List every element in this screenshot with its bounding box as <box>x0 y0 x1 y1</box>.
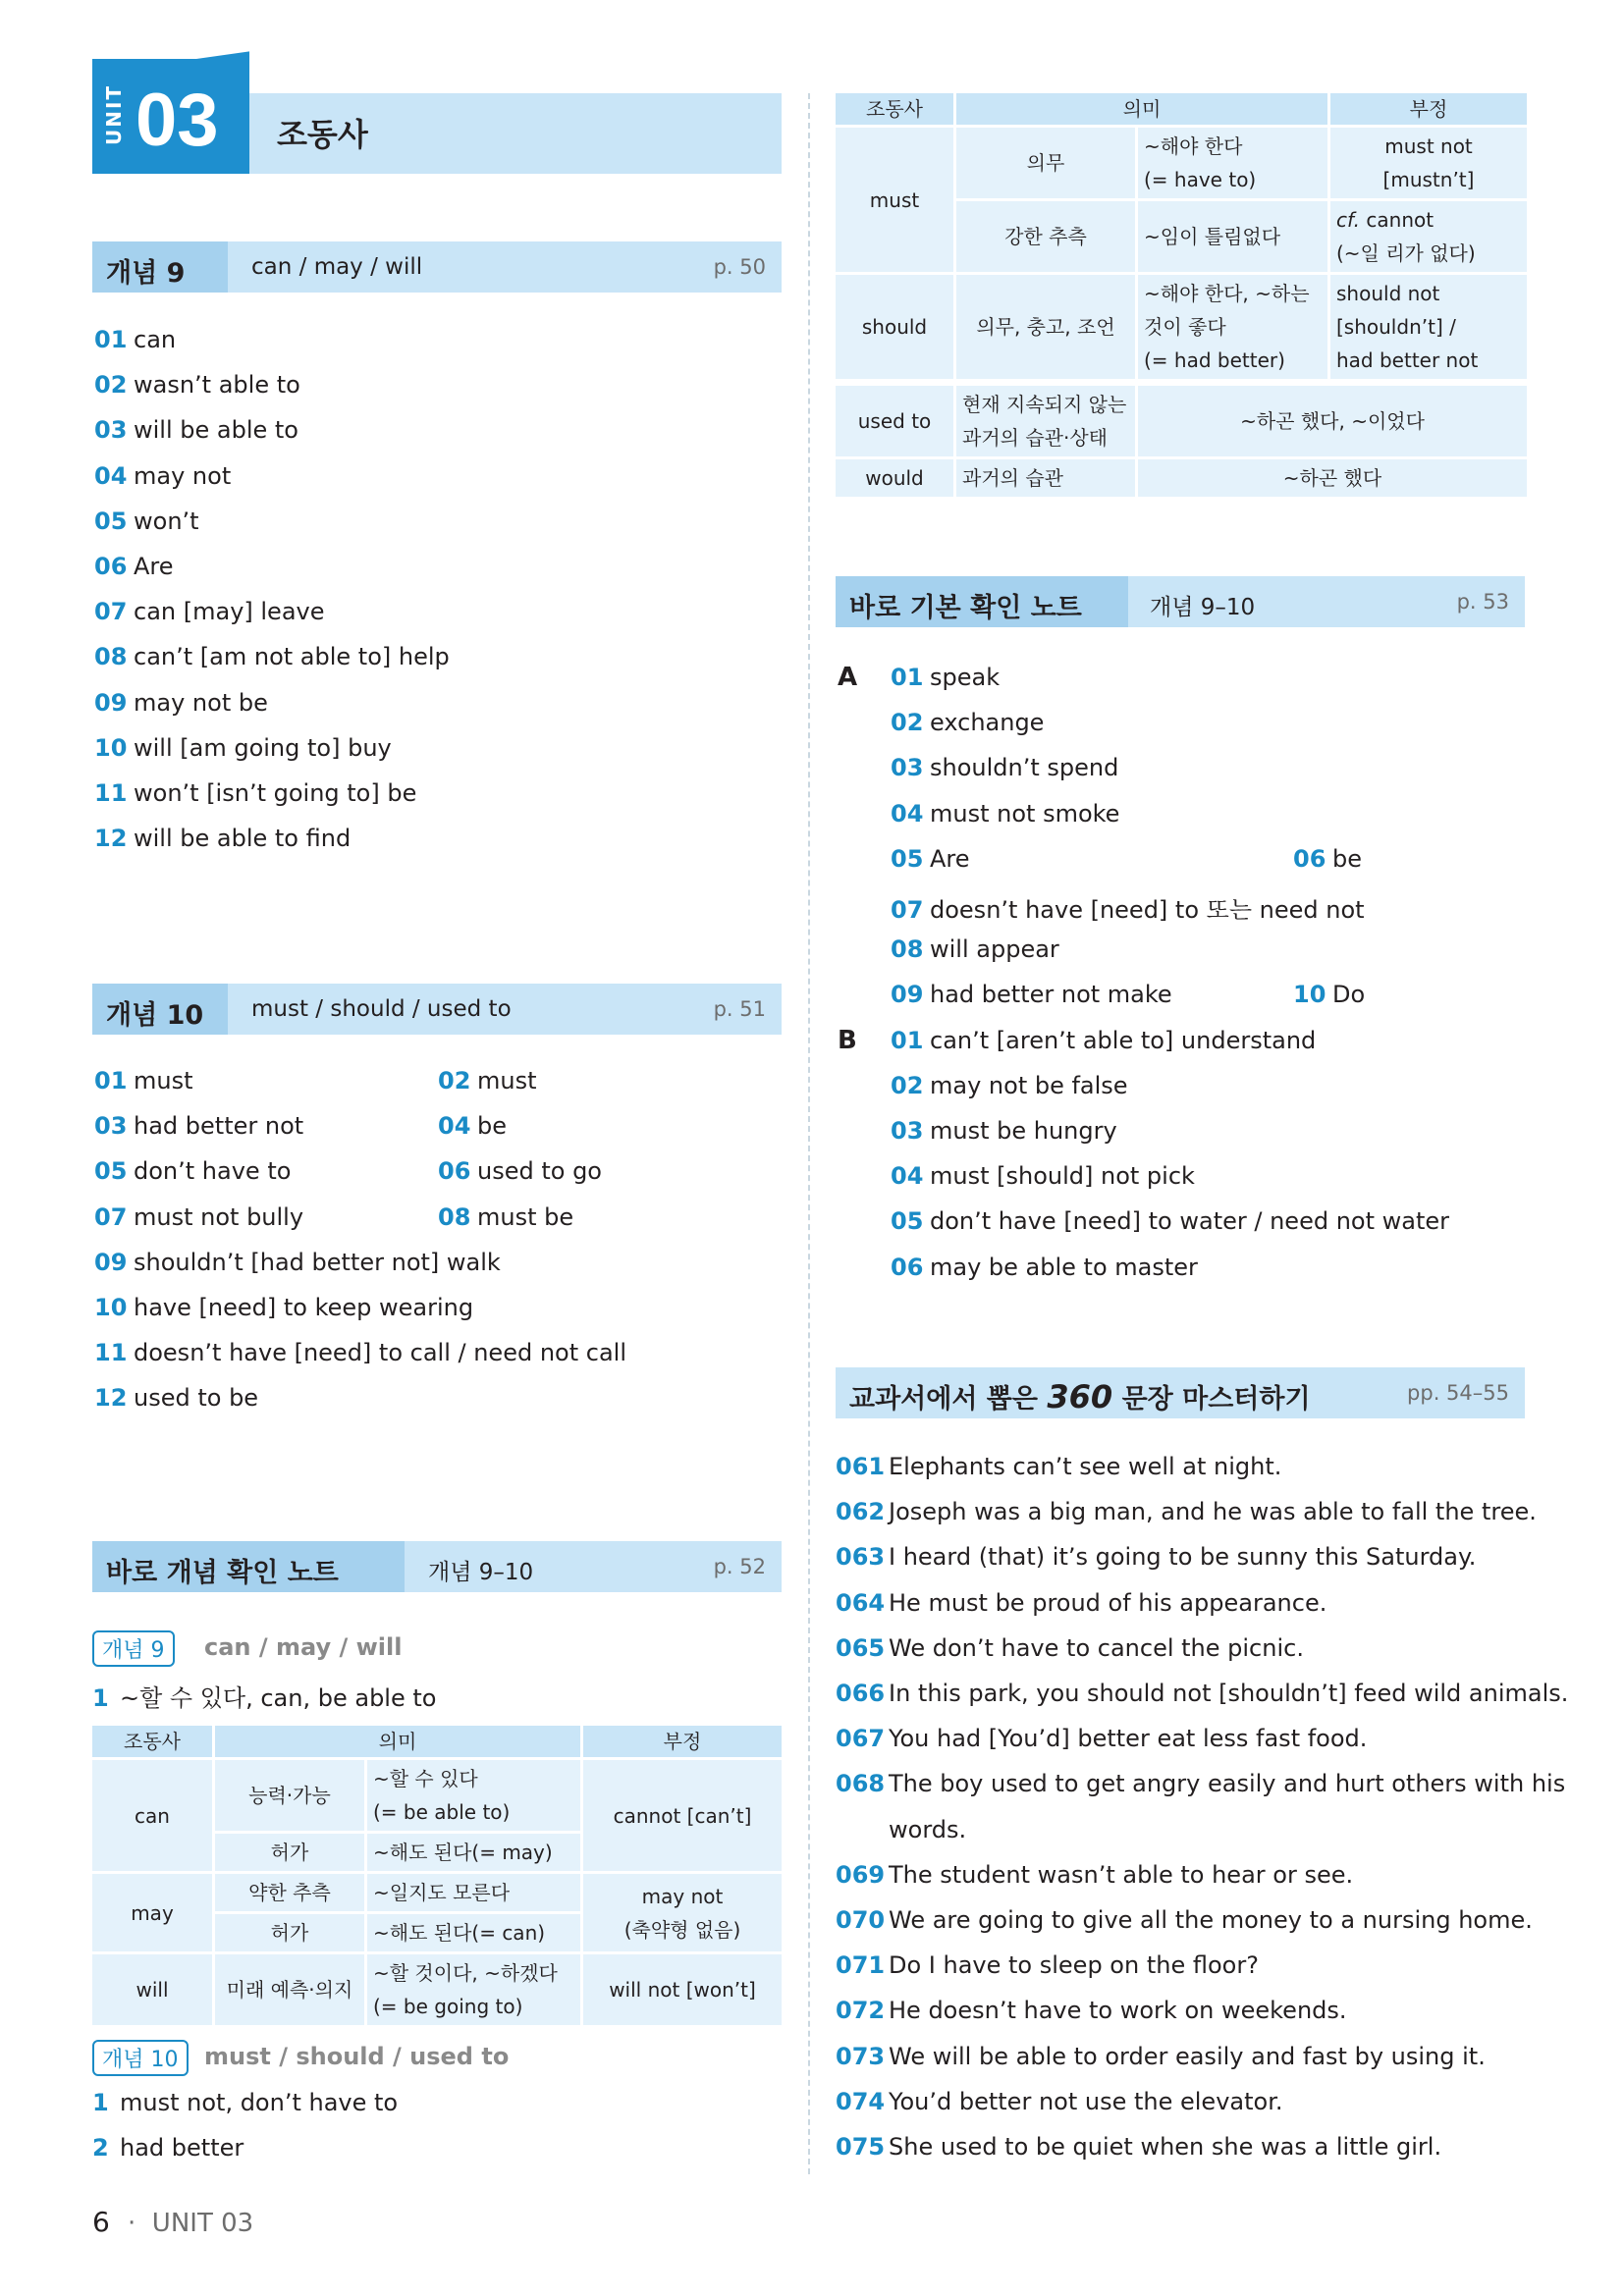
item-text: shouldn’t spend <box>930 754 1119 782</box>
answer-item <box>94 371 300 399</box>
item-text: must <box>134 1067 193 1095</box>
item-number: 09 <box>891 981 924 1009</box>
answer-item <box>94 1203 303 1231</box>
item-number: 04 <box>891 1162 924 1191</box>
item-text: must <box>477 1067 537 1095</box>
table-cell: 의무 <box>956 128 1135 198</box>
table-cell: 의무, 충고, 조언 <box>956 275 1135 379</box>
item-text: may not <box>134 461 232 490</box>
item-number: 09 <box>94 1248 128 1276</box>
answer-item <box>94 643 450 670</box>
answer-item <box>1293 981 1365 1008</box>
answer-item <box>891 1117 1117 1145</box>
section-header-concept-9 <box>92 241 782 293</box>
table-cell: 허가 <box>215 1914 364 1951</box>
answer-item <box>836 1816 966 1843</box>
section-title: 개념 10 <box>106 1000 204 1031</box>
table-cell: should not [shouldn’t] / had better not <box>1330 275 1527 379</box>
item-number: 11 <box>94 779 128 807</box>
item-text: Elephants can’t see well at night. <box>889 1453 1282 1480</box>
table-header: 부정 <box>1330 93 1527 125</box>
answer-item <box>94 1067 193 1095</box>
table-cell: 강한 추측 <box>956 201 1135 272</box>
answer-item <box>836 1861 1353 1889</box>
answer-item <box>94 1294 473 1321</box>
item-text: You’d better not use the elevator. <box>889 2087 1283 2115</box>
section-subtitle: 개념 9–10 <box>428 1560 534 1585</box>
item-number: 07 <box>94 1202 128 1231</box>
item-number: 08 <box>94 643 128 671</box>
answer-item <box>438 1157 602 1185</box>
item-text: don’t have [need] to water / need not water <box>930 1207 1450 1236</box>
item-number: 09 <box>94 688 128 717</box>
grammar-table-can-may-will <box>89 1723 785 2028</box>
section-title: 바로 기본 확인 노트 <box>849 593 1082 623</box>
item-text: You had [You’d] better eat less fast food. <box>889 1725 1368 1753</box>
item-text: ~할 수 있다, can, be able to <box>120 1684 437 1712</box>
answer-item <box>836 1725 1367 1752</box>
item-number: 071 <box>836 1951 886 1980</box>
item-text: doesn’t have [need] to call / need not call <box>134 1339 626 1367</box>
answer-item <box>836 1543 1476 1571</box>
item-text: had better <box>120 2134 244 2162</box>
item-text: exchange <box>930 709 1045 737</box>
section-subtitle: 개념 9–10 <box>1150 595 1256 620</box>
answer-item <box>94 689 268 717</box>
item-text: I heard (that) it’s going to be sunny this Saturday. <box>889 1543 1477 1572</box>
table-cell: ~해야 한다, ~하는 것이 좋다 (= had better) <box>1138 275 1327 379</box>
item-number: 04 <box>94 461 128 490</box>
answer-item <box>891 1207 1449 1235</box>
table-cell: will not [won’t] <box>583 1954 782 2025</box>
answer-item <box>891 981 1172 1008</box>
item-number: 02 <box>891 709 924 737</box>
item-number: 04 <box>438 1112 471 1141</box>
answer-item <box>94 1157 291 1185</box>
part-letter-a: A <box>838 663 858 692</box>
item-number: 064 <box>836 1588 886 1617</box>
answer-item <box>94 507 199 535</box>
answer-item <box>836 1770 1565 1797</box>
answer-item <box>836 2043 1486 2070</box>
table-cell: should <box>836 275 953 379</box>
item-number: 12 <box>94 1384 128 1413</box>
answer-item <box>94 462 231 490</box>
item-text: shouldn’t [had better not] walk <box>134 1248 501 1276</box>
section-header-basic-check <box>836 576 1525 627</box>
item-number: 07 <box>94 598 128 626</box>
item-text: can’t [aren’t able to] understand <box>930 1026 1317 1054</box>
table-cell: ~하곤 했다, ~이었다 <box>1138 386 1527 456</box>
table-cell: would <box>836 459 953 497</box>
item-text: We will be able to order easily and fast by using it. <box>889 2042 1486 2070</box>
item-number: 061 <box>836 1453 886 1480</box>
note-line <box>92 2089 398 2116</box>
answer-item <box>94 553 174 580</box>
answer-item <box>94 1249 501 1276</box>
item-text: may not be <box>134 688 268 717</box>
column-divider <box>808 93 810 2174</box>
item-text: will be able to <box>134 416 298 445</box>
item-text: be <box>477 1112 507 1141</box>
item-number: 03 <box>891 754 924 782</box>
item-text: will [am going to] buy <box>134 733 392 762</box>
section-header-concept-10 <box>92 984 782 1035</box>
item-number: 06 <box>1293 844 1326 873</box>
table-header: 조동사 <box>92 1726 212 1757</box>
table-cell: may not (축약형 없음) <box>583 1874 782 1951</box>
table-cell: must not [mustn’t] <box>1330 128 1527 198</box>
item-number: 12 <box>94 825 128 853</box>
item-number: 10 <box>1293 981 1326 1009</box>
item-text: must not bully <box>134 1202 304 1231</box>
answer-item <box>836 1997 1347 2024</box>
answer-item <box>836 1680 1568 1707</box>
item-number: 03 <box>94 416 128 445</box>
item-text: Are <box>930 844 970 873</box>
table-cell: ~일지도 모른다 <box>367 1874 580 1911</box>
item-text: may be able to master <box>930 1253 1198 1281</box>
item-number: 04 <box>891 799 924 828</box>
item-text: used to go <box>477 1157 602 1186</box>
item-text: He must be proud of his appearance. <box>889 1588 1327 1617</box>
answer-item <box>891 1027 1316 1054</box>
answer-item <box>94 1112 303 1140</box>
table-cell: will <box>92 1954 212 2025</box>
table-cell: 허가 <box>215 1834 364 1871</box>
item-text: be <box>1332 844 1362 873</box>
section-subtitle: can / may / will <box>251 254 423 280</box>
item-number: 074 <box>836 2087 886 2115</box>
item-text: don’t have to <box>134 1157 292 1186</box>
answer-item <box>891 754 1118 781</box>
answer-item <box>836 1498 1537 1525</box>
table-cell: may <box>92 1874 212 1951</box>
answer-item <box>836 2088 1283 2115</box>
answer-item <box>891 935 1059 963</box>
answer-item <box>94 779 416 807</box>
answer-item <box>438 1112 507 1140</box>
answer-item <box>94 734 392 762</box>
item-number: 068 <box>836 1770 886 1798</box>
item-number: 070 <box>836 1906 886 1934</box>
item-number: 066 <box>836 1680 886 1707</box>
item-text: won’t [isn’t going to] be <box>134 779 417 807</box>
table-header: 조동사 <box>836 93 953 125</box>
concept-tag: 개념 9 <box>92 1630 175 1667</box>
section-page-ref: pp. 54–55 <box>1407 1381 1509 1405</box>
item-number: 01 <box>94 326 128 353</box>
note-line <box>92 2134 244 2162</box>
item-number: 065 <box>836 1633 886 1662</box>
item-text: words. <box>889 1815 967 1843</box>
item-number: 06 <box>438 1157 471 1186</box>
item-number: 063 <box>836 1543 886 1572</box>
item-text: must not smoke <box>930 799 1120 828</box>
item-number: 05 <box>94 1157 128 1186</box>
grammar-table-used-to-would <box>833 383 1530 500</box>
item-text: She used to be quiet when she was a little girl. <box>889 2133 1442 2161</box>
answer-item <box>836 1634 1304 1662</box>
answer-item <box>891 1162 1195 1190</box>
table-cell: ~임이 틀림없다 <box>1138 201 1327 272</box>
item-text: will be able to find <box>134 825 352 853</box>
item-text: speak <box>930 664 1001 691</box>
section-page-ref: p. 53 <box>1456 590 1509 614</box>
answer-item <box>891 845 970 873</box>
item-text: We are going to give all the money to a nursing home. <box>889 1906 1533 1934</box>
unit-label: UNIT <box>102 83 126 145</box>
item-text: can [may] leave <box>134 598 325 626</box>
item-text: must be hungry <box>930 1117 1117 1145</box>
answer-item <box>836 1906 1533 1934</box>
item-text: can <box>134 326 177 353</box>
item-number: 03 <box>94 1112 128 1141</box>
item-number: 1 <box>92 1684 109 1712</box>
item-number: 072 <box>836 1997 886 2025</box>
item-number: 07 <box>891 896 924 924</box>
item-number: 06 <box>891 1253 924 1281</box>
item-number: 10 <box>94 733 128 762</box>
item-number: 02 <box>438 1067 471 1095</box>
answer-item <box>891 1254 1198 1281</box>
note-line <box>92 1679 436 1713</box>
item-number: 1 <box>92 2089 109 2116</box>
item-number: 03 <box>891 1117 924 1145</box>
table-cell: 능력·가능 <box>215 1760 364 1831</box>
section-page-ref: p. 51 <box>713 997 766 1021</box>
item-text: Are <box>134 553 174 580</box>
item-text: The boy used to get angry easily and hurt others with his <box>889 1770 1566 1798</box>
item-number: 05 <box>891 844 924 873</box>
item-number: 02 <box>94 371 128 400</box>
table-cell: ~해야 한다 (= have to) <box>1138 128 1327 198</box>
table-cell: 과거의 습관 <box>956 459 1135 497</box>
section-title: 개념 9 <box>106 258 186 289</box>
item-number: 075 <box>836 2133 886 2161</box>
item-text: used to be <box>134 1384 259 1413</box>
item-text: had better not <box>134 1112 304 1141</box>
table-header: 의미 <box>215 1726 580 1757</box>
answer-item <box>438 1067 537 1095</box>
item-number: 2 <box>92 2134 109 2162</box>
table-header: 부정 <box>583 1726 782 1757</box>
section-subtitle: must / should / used to <box>251 996 512 1022</box>
page-number: 6 <box>92 2206 110 2238</box>
table-cell: 현재 지속되지 않는 과거의 습관·상태 <box>956 386 1135 456</box>
table-cell: 약한 추측 <box>215 1874 364 1911</box>
item-text: must be <box>477 1202 574 1231</box>
table-cell: cf. cannot (~일 리가 없다) <box>1330 201 1527 272</box>
part-letter-b: B <box>838 1026 857 1055</box>
item-text: may not be false <box>930 1071 1128 1099</box>
section-header-sentence-master <box>836 1367 1525 1418</box>
grammar-table-must-should <box>833 90 1530 382</box>
table-cell: ~할 것이다, ~하겠다 (= be going to) <box>367 1954 580 2025</box>
table-cell: ~할 수 있다 (= be able to) <box>367 1760 580 1831</box>
item-text: Do <box>1332 981 1366 1009</box>
concept-tag: 개념 10 <box>92 2040 189 2076</box>
item-text: Do I have to sleep on the floor? <box>889 1951 1259 1980</box>
answer-item <box>891 709 1044 736</box>
item-text: had better not make <box>930 981 1172 1009</box>
item-text: We don’t have to cancel the picnic. <box>889 1633 1304 1662</box>
unit-number: 03 <box>135 79 219 162</box>
table-cell: ~해도 된다(= can) <box>367 1914 580 1951</box>
item-text: have [need] to keep wearing <box>134 1294 474 1321</box>
table-cell: used to <box>836 386 953 456</box>
section-page-ref: p. 50 <box>713 255 766 279</box>
table-cell: must <box>836 128 953 272</box>
item-number: 02 <box>891 1071 924 1099</box>
answer-item <box>836 1589 1326 1617</box>
section-page-ref: p. 52 <box>713 1555 766 1578</box>
item-number: 08 <box>438 1202 471 1231</box>
answer-item <box>891 1072 1128 1099</box>
item-text: Joseph was a big man, and he was able to fall the tree. <box>889 1498 1537 1526</box>
answer-item <box>836 2133 1441 2161</box>
item-text: must not, don’t have to <box>120 2089 399 2116</box>
item-number: 062 <box>836 1498 886 1526</box>
item-number: 069 <box>836 1860 886 1889</box>
item-text: The student wasn’t able to hear or see. <box>889 1860 1354 1889</box>
footer-unit-label: · UNIT 03 <box>128 2209 254 2238</box>
item-text: wasn’t able to <box>134 371 300 400</box>
item-number: 067 <box>836 1725 886 1753</box>
concept-tag-subtitle: must / should / used to <box>204 2043 510 2070</box>
concept-tag-subtitle: can / may / will <box>204 1633 403 1661</box>
item-number: 01 <box>891 664 924 691</box>
answer-item <box>94 598 325 625</box>
answer-item <box>836 1453 1281 1480</box>
answer-item <box>891 890 1365 925</box>
item-number: 01 <box>891 1026 924 1054</box>
item-text: can’t [am not able to] help <box>134 643 450 671</box>
item-number: 01 <box>94 1067 128 1095</box>
item-text: In this park, you should not [shouldn’t] feed wild animals. <box>889 1680 1569 1707</box>
table-cell: cannot [can’t] <box>583 1760 782 1871</box>
answer-item <box>891 800 1119 828</box>
answer-item <box>94 1384 258 1412</box>
table-cell: ~하곤 했다 <box>1138 459 1527 497</box>
item-number: 08 <box>891 935 924 964</box>
unit-title: 조동사 <box>277 116 368 153</box>
item-number: 073 <box>836 2042 886 2070</box>
answer-item <box>94 825 351 852</box>
answer-item <box>891 664 1000 691</box>
answer-item <box>1293 845 1362 873</box>
item-number: 06 <box>94 553 128 580</box>
item-text: will appear <box>930 935 1059 964</box>
answer-item <box>438 1203 573 1231</box>
table-cell: 미래 예측·의지 <box>215 1954 364 2025</box>
item-number: 10 <box>94 1294 128 1321</box>
table-cell: ~해도 된다(= may) <box>367 1834 580 1871</box>
answer-item <box>94 326 176 353</box>
answer-item <box>94 416 298 444</box>
item-text: must [should] not pick <box>930 1162 1195 1191</box>
section-title: 바로 개념 확인 노트 <box>106 1558 339 1588</box>
item-text: doesn’t have [need] to 또는 need not <box>930 896 1365 924</box>
table-cell: can <box>92 1760 212 1871</box>
table-header: 의미 <box>956 93 1327 125</box>
answer-item <box>94 1339 626 1366</box>
item-text: He doesn’t have to work on weekends. <box>889 1997 1347 2025</box>
section-title: 교과서에서 뽑은 360 문장 마스터하기 <box>849 1378 1311 1415</box>
item-number: 05 <box>94 507 128 535</box>
item-text: won’t <box>134 507 199 535</box>
item-number: 11 <box>94 1339 128 1367</box>
item-number: 05 <box>891 1207 924 1236</box>
answer-item <box>836 1951 1259 1979</box>
section-header-concept-check <box>92 1541 782 1592</box>
